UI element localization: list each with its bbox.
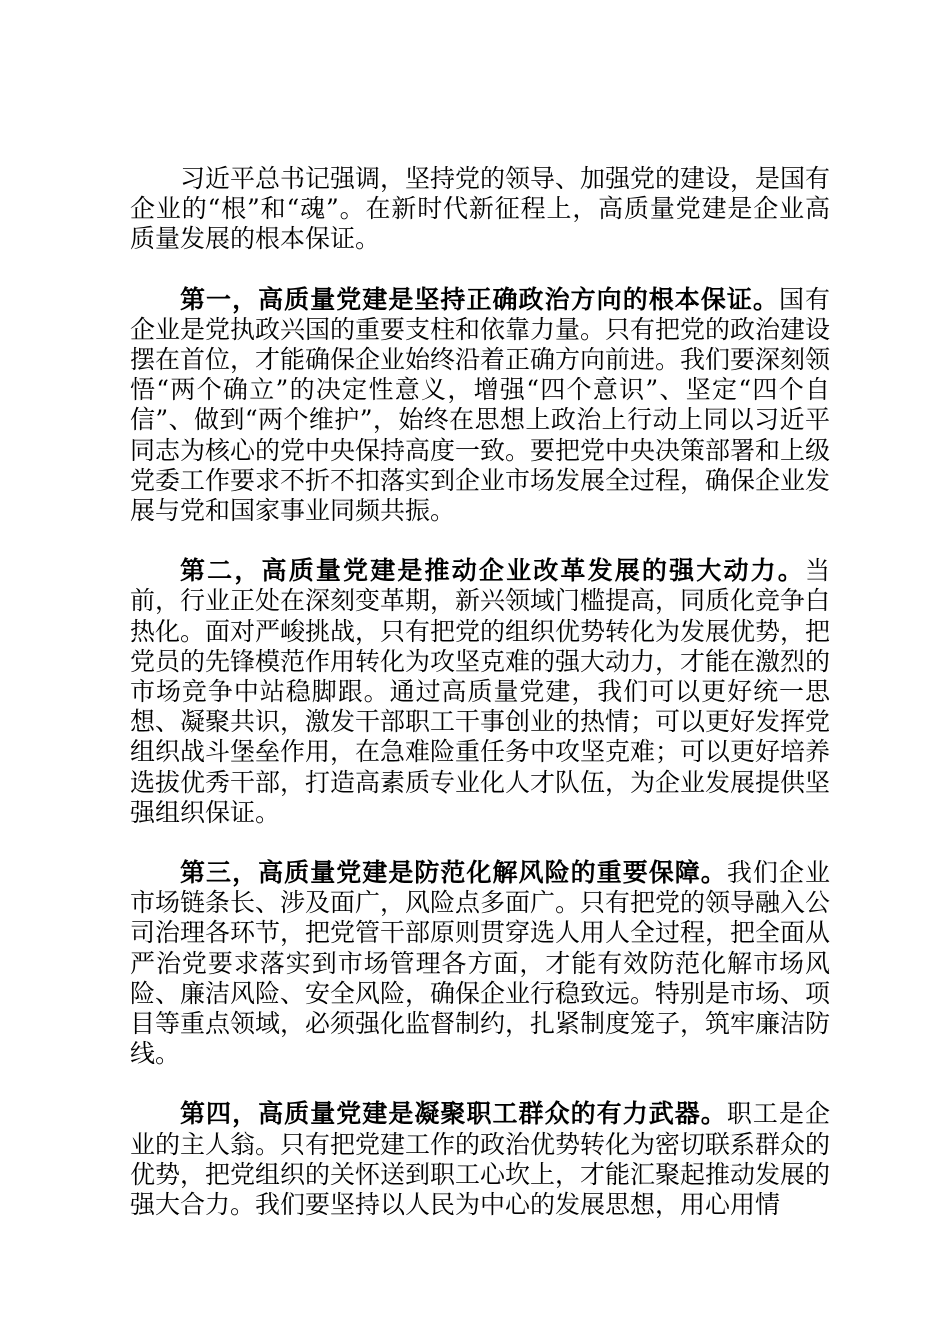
section-body-2: 当前，行业正处在深刻变革期，新兴领域门槛提高，同质化竞争白热化。面对严峻挑战，只有把党的组织优势转化为发展优势，把党员的先锋模范作用转化为攻坚克难的强大动力，才能在激烈的市场竞争中站稳脚跟。通过高质量党建，我们可以更好统一思想、凝聚共识，激发干部职工干事创业的热情；可以更好发挥党组织战斗堡垒作用，在急难险重任务中攻坚克难；可以更好培养选拔优秀干部，打造高素质专业化人才队伍，为企业发展提供坚强组织保证。 bbox=[130, 556, 831, 827]
intro-text: 习近平总书记强调，坚持党的领导、加强党的建设，是国有企业的“根”和“魂”。在新时代新征程上，高质量党建是企业高质量发展的根本保证。 bbox=[130, 164, 831, 254]
section-paragraph-1 bbox=[130, 285, 830, 527]
document-body bbox=[130, 164, 830, 1220]
section-body-3: 我们企业市场链条长、涉及面广，风险点多面广。只有把党的领导融入公司治理各环节，把党管干部原则贯穿选人用人全过程，把全面从严治党要求落实到市场管理各方面，才能有效防范化解市场风险、廉洁风险、安全风险，确保企业行稳致远。特别是市场、项目等重点领域，必须强化监督制约，扎紧制度笼子，筑牢廉洁防线。 bbox=[130, 858, 831, 1069]
section-heading-3: 第三，高质量党建是防范化解风险的重要保障。 bbox=[180, 858, 727, 888]
section-heading-4: 第四，高质量党建是凝聚职工群众的有力武器。 bbox=[180, 1099, 727, 1129]
section-body-1: 国有企业是党执政兴国的重要支柱和依靠力量。只有把党的政治建设摆在首位，才能确保企业始终沿着正确方向前进。我们要深刻领悟“两个确立”的决定性意义，增强“四个意识”、坚定“四个自信”、做到“两个维护”，始终在思想上政治上行动上同以习近平同志为核心的党中央保持高度一致。要把党中央决策部署和上级党委工作要求不折不扣落实到企业市场发展全过程，确保企业发展与党和国家事业同频共振。 bbox=[130, 284, 831, 526]
section-heading-2: 第二，高质量党建是推动企业改革发展的强大动力。 bbox=[180, 556, 805, 586]
section-paragraph-2 bbox=[130, 556, 830, 828]
section-body-4: 职工是企业的主人翁。只有把党建工作的政治优势转化为密切联系群众的优势，把党组织的关怀送到职工心坎上，才能汇聚起推动发展的强大合力。我们要坚持以人民为中心的发展思想，用心用情 bbox=[130, 1099, 831, 1220]
intro-paragraph bbox=[130, 164, 830, 255]
section-paragraph-4 bbox=[130, 1099, 830, 1220]
section-paragraph-3 bbox=[130, 858, 830, 1069]
section-heading-1: 第一，高质量党建是坚持正确政治方向的根本保证。 bbox=[180, 284, 779, 314]
